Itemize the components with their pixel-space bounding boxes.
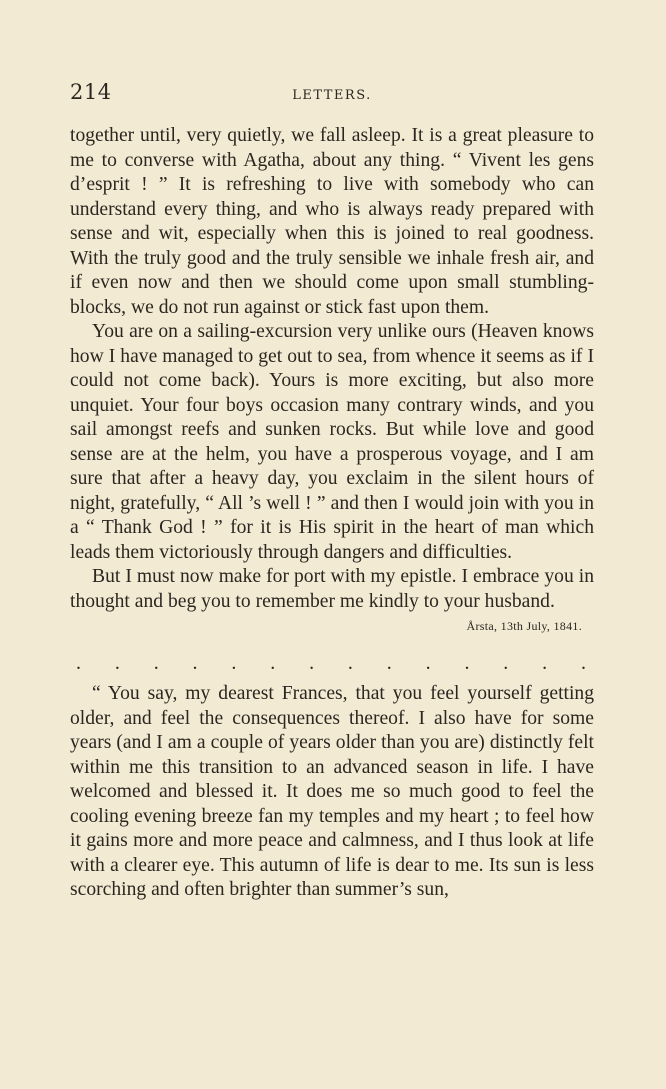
paragraph: together until, very quietly, we fall asleep. It is a great pleasure to me to converse with Agatha, about any thing. “ Vivent les gens d’esprit ! ” It is refreshing to live with somebody who can understand every thing, and who is always ready prepared with sense and wit, especially when this is joined to real goodness. With the truly good and the truly sensible we inhale fresh air, and if even now and then we should come upon small stumbling-blocks, we do not run against or stick fast upon them.	[70, 125, 594, 318]
body-text	[70, 124, 594, 903]
dotted-separator: . . . . . . . . . . . . . .	[76, 652, 586, 674]
page-number: 214	[70, 80, 112, 104]
letter-signature: Årsta, 13th July, 1841.	[466, 619, 582, 633]
page-header	[70, 80, 594, 110]
running-title: LETTERS.	[292, 88, 372, 103]
paragraph: You are on a sailing-excursion very unlike ours (Heaven knows how I have managed to get out to sea, from whence it seems as if I could not come back). Yours is more exciting, but also more unquiet. Your four boys occasion many contrary winds, and you sail amongst reefs and sunken rocks. But while love and good sense are at the helm, you have a prosperous voyage, and I am sure that after a heavy day, you exclaim in the silent hours of night, gratefully, “ All ’s well ! ” and then I would join with you in a “ Thank God ! ” for it is His spirit in the heart of man which leads them victoriously through dangers and difficulties.	[70, 321, 594, 563]
paragraph: But I must now make for port with my epistle. I embrace you in thought and beg you to remember me kindly to your husband.	[70, 566, 594, 612]
paragraph: “ You say, my dearest Frances, that you feel yourself getting older, and feel the consequences thereof. I also have for some years (and I am a couple of years older than you are) distinctly felt within me this transition to an advanced season in life. I have welcomed and blessed it. It does me so much good to feel the cooling evening breeze fan my temples and my heart ; to feel how it gains more and more peace and calmness, and I thus look at life with a clearer eye. This autumn of life is dear to me. Its sun is less scorching and often brighter than summer’s sun,	[70, 683, 594, 900]
